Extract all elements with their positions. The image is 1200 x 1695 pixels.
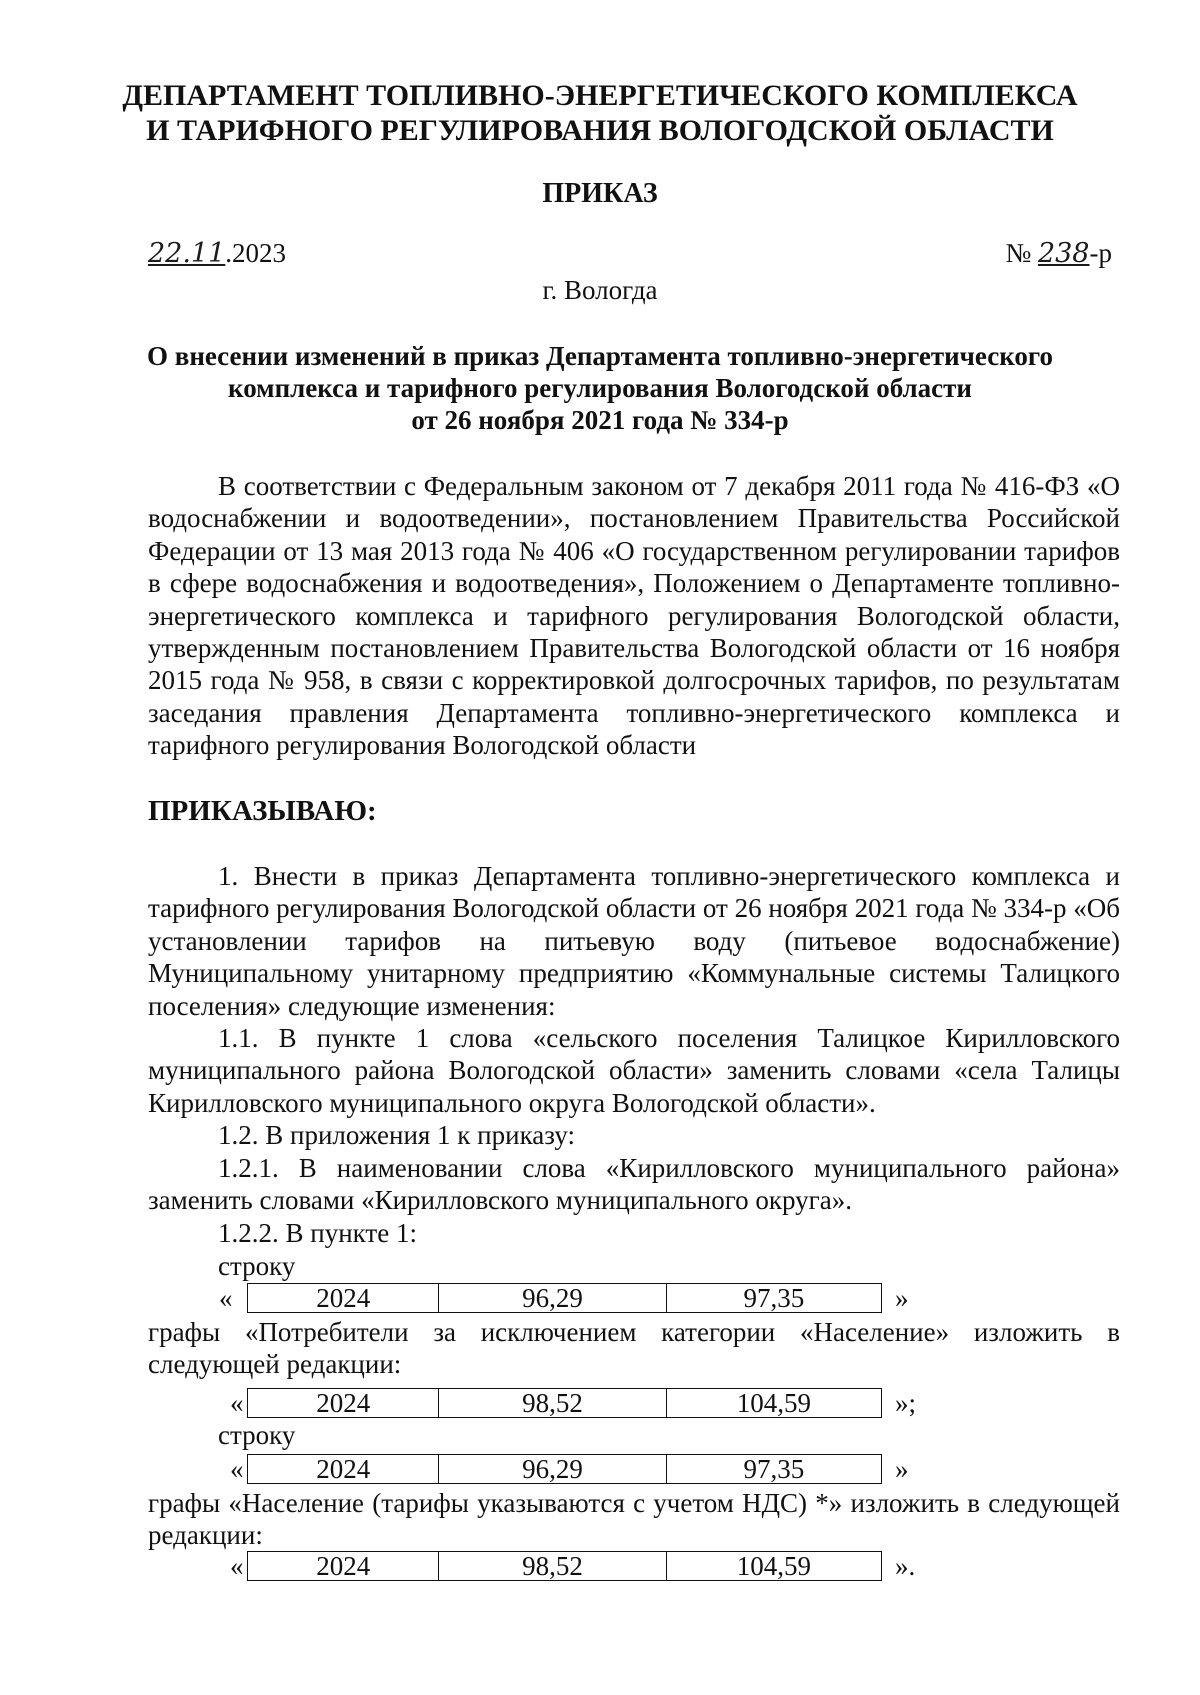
table-cell-year: 2024 (248, 1455, 439, 1483)
paragraph-1-2-2: 1.2.2. В пункте 1: (218, 1218, 417, 1248)
header-line-1: ДЕПАРТАМЕНТ ТОПЛИВНО-ЭНЕРГЕТИЧЕСКОГО КОМПЛЕКСА (122, 79, 1078, 112)
table-cell-value-2: 97,35 (743, 1283, 805, 1313)
table-cell-value-1: 96,29 (439, 1455, 666, 1483)
open-quote-3: « (230, 1454, 244, 1484)
paragraph-1: 1. Внести в приказ Департамента топливно-энергетического комплекса и тарифного регулирования Вологодской области от 26 ноября 2021 года № 334-р «Об установлении тарифов на питьевую воду (питьевое водоснабжение) Муниципальному унитарному предприятию «Коммунальные системы Талицкого поселения» следующие изменения: (148, 861, 1120, 1021)
table-cell-value-2: 104,59 (736, 1388, 811, 1418)
table-cell-year: 2024 (248, 1284, 439, 1312)
graph-text-2: графы «Население (тарифы указываются с учетом НДС) *» изложить в следующей редакции: (148, 1488, 1120, 1551)
order-directive: ПРИКАЗЫВАЮ: (148, 795, 377, 827)
table-cell-value-1: 96,29 (439, 1284, 666, 1312)
subject-line-3: от 26 ноября 2021 года № 334-р (411, 405, 789, 435)
subject-line-1: О внесении изменений в приказ Департамента топливно-энергетического (146, 341, 1053, 371)
close-quote-3: » (895, 1454, 909, 1484)
table-cell-value-2: 97,35 (743, 1454, 805, 1484)
open-quote-1: « (219, 1283, 233, 1313)
paragraph-1-1: 1.1. В пункте 1 слова «сельского поселения Талицкое Кирилловского муниципального района Вологодской области» заменить словами «села Талицы Кирилловского муниципального округа Вологодской области». (148, 1023, 1120, 1118)
city: г. Вологда (542, 275, 658, 305)
graph-text-1: графы «Потребители за исключением категории «Население» изложить в следующей редакции: (148, 1317, 1120, 1380)
tariff-table-row-1 (247, 1283, 882, 1313)
handwritten-date: 22.11 (148, 238, 226, 269)
document-type: ПРИКАЗ (542, 178, 658, 209)
word-row-1: строку (218, 1251, 296, 1281)
close-quote-4: ». (895, 1551, 916, 1581)
paragraph-1-2-1: 1.2.1. В наименовании слова «Кирилловского муниципального района» заменить словами «Кирилловского муниципального округа». (148, 1153, 1120, 1216)
table-cell-value-1: 98,52 (439, 1389, 666, 1417)
subject-line-2: комплекса и тарифного регулирования Вологодской области (228, 373, 972, 403)
close-quote-2: »; (895, 1388, 917, 1418)
tariff-table-row-4 (247, 1551, 882, 1581)
paragraph-1-2: 1.2. В приложения 1 к приказу: (218, 1120, 576, 1150)
number-prefix: № (1005, 238, 1038, 268)
department-header (0, 78, 1200, 148)
open-quote-4: « (230, 1551, 244, 1581)
preamble: В соответствии с Федеральным законом от 7 декабря 2011 года № 416-ФЗ «О водоснабжении и водоотведении», постановлением Правительства Российской Федерации от 13 мая 2013 года № 406 «О государственном регулировании тарифов в сфере водоснабжения и водоотведения», Положением о Департаменте топливно-энергетического комплекса и тарифного регулирования Вологодской области, утвержденным постановлением Правительства Вологодской области от 16 ноября 2015 года № 958, в связи с корректировкой долгосрочных тарифов, по результатам заседания правления Департамента топливно-энергетического комплекса и тарифного регулирования Вологодской области (148, 471, 1120, 761)
number-suffix: -р (1089, 238, 1112, 268)
tariff-table-row-3 (247, 1454, 882, 1484)
table-cell-value-2: 104,59 (736, 1551, 811, 1581)
table-cell-value-1: 98,52 (439, 1552, 666, 1580)
header-line-2: И ТАРИФНОГО РЕГУЛИРОВАНИЯ ВОЛОГОДСКОЙ ОБЛАСТИ (146, 114, 1054, 147)
order-subject (0, 340, 1200, 436)
date-year: .2023 (225, 238, 287, 268)
table-cell-year: 2024 (248, 1552, 439, 1580)
open-quote-2: « (230, 1388, 244, 1418)
handwritten-number: 238 (1037, 238, 1090, 269)
word-row-2: строку (218, 1420, 296, 1450)
table-cell-year: 2024 (248, 1389, 439, 1417)
order-number (1005, 238, 1112, 269)
order-date (148, 238, 286, 269)
close-quote-1: » (895, 1283, 909, 1313)
tariff-table-row-2 (247, 1388, 882, 1418)
